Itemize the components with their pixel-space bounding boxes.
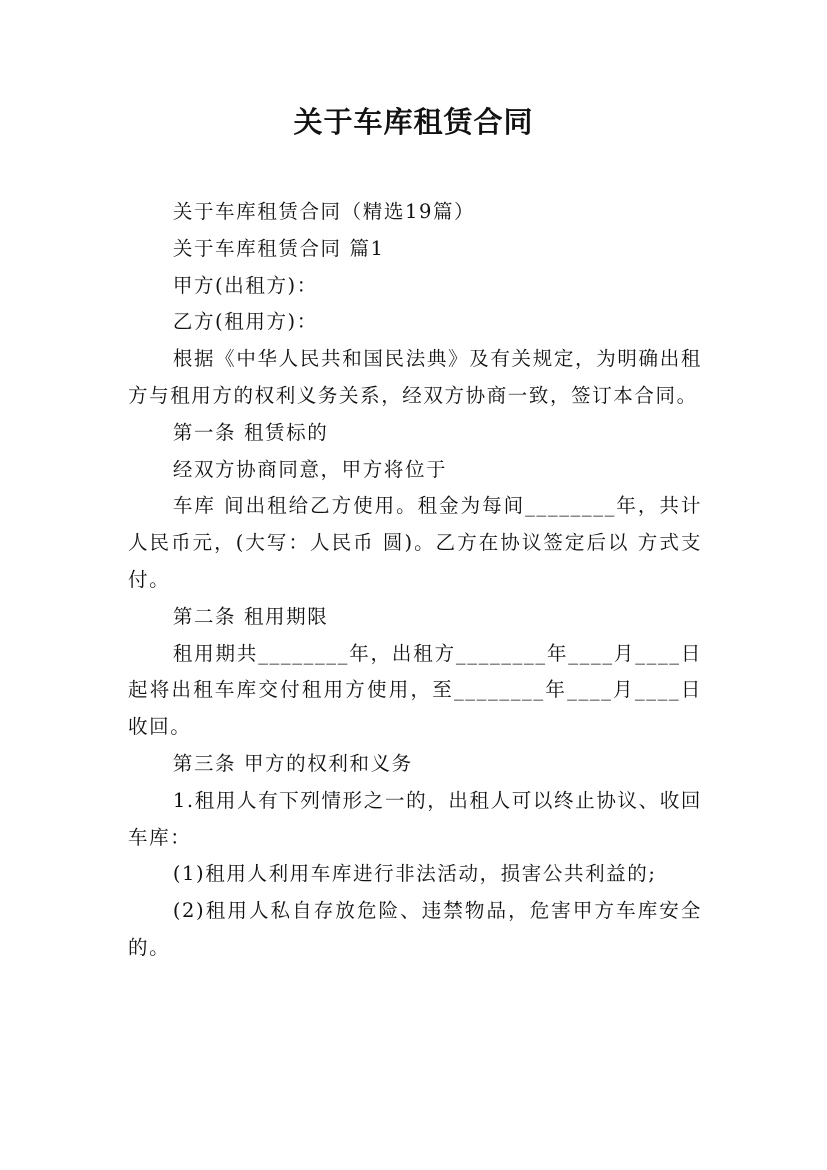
paragraph-party-a: 甲方(出租方)： [172, 273, 318, 297]
document-title: 关于车库租赁合同 [293, 105, 534, 139]
paragraph-condition-1: (1)租用人利用车库进行非法活动，损害公共利益的; [172, 862, 657, 886]
paragraph-rent-terms: 车库 间出租给乙方使用。租金为每间________年，共计人民币元，(大写：人民币 圆)。乙方在协议签定后以 方式支付。 [128, 494, 702, 591]
paragraph-article-2-heading: 第二条 租用期限 [172, 604, 329, 628]
document-body [128, 194, 702, 967]
paragraph-lease-period: 租用期共________年，出租方________年____月____日起将出租车库交付租用方使用，至________年____月____日收回。 [128, 641, 702, 739]
paragraph-subtitle: 关于车库租赁合同（精选19篇） [172, 200, 476, 223]
paragraph-party-b: 乙方(租用方)： [172, 310, 318, 334]
paragraph-condition-2: (2)租用人私自存放危险、违禁物品，危害甲方车库安全的。 [128, 899, 702, 959]
paragraph-termination-conditions: 1.租用人有下列情形之一的，出租人可以终止协议、收回车库： [128, 788, 702, 849]
paragraph-article-3-heading: 第三条 甲方的权利和义务 [172, 751, 413, 775]
paragraph-article-1-text: 经双方协商同意，甲方将位于 [172, 457, 448, 481]
paragraph-article-1-heading: 第一条 租赁标的 [172, 420, 329, 444]
paragraph-preamble: 根据《中华人民共和国民法典》及有关规定，为明确出租方与租用方的权利义务关系，经双方协商一致，签订本合同。 [128, 347, 702, 407]
paragraph-section-heading: 关于车库租赁合同 篇1 [172, 236, 385, 260]
